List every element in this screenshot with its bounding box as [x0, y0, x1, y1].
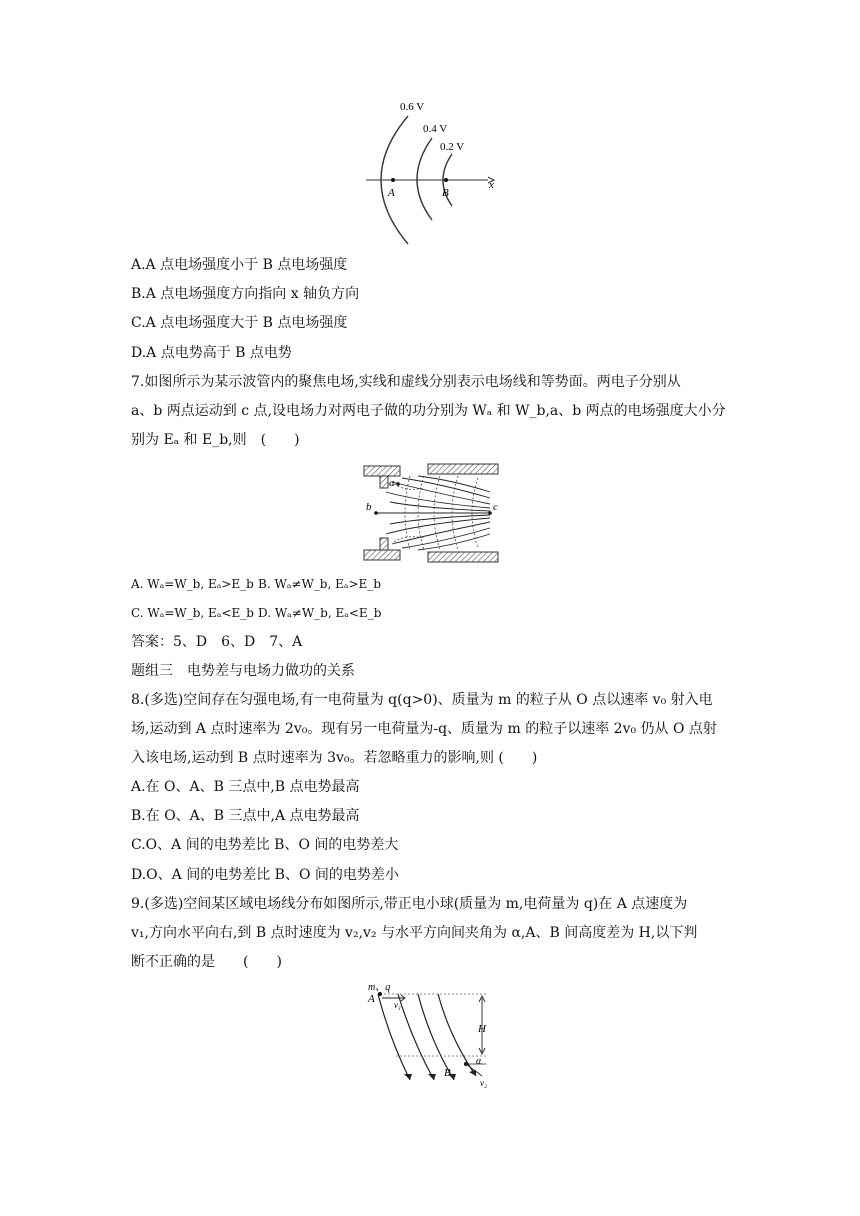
- q8-stem-line-2: 场,运动到 A 点时速率为 2v₀。现有另一电荷量为-q、质量为 m 的粒子以速率 2v₀ 仍从 O 点射: [131, 721, 717, 737]
- point-b: [444, 178, 448, 182]
- q9-stem-line-1: 9.(多选)空间某区域电场线分布如图所示,带正电小球(质量为 m,电荷量为 q)在 A 点速度为: [131, 896, 688, 912]
- section-heading: 题组三 电势差与电场力做功的关系: [131, 663, 355, 679]
- q6-option-c: C.A 点电场强度大于 B 点电场强度: [131, 315, 348, 331]
- q7-stem-line-2: a、b 两点运动到 c 点,设电场力对两电子做的功分别为 Wₐ 和 W_b,a、b 两点的电场强度大小分: [131, 403, 726, 419]
- q6-option-a: A.A 点电场强度小于 B 点电场强度: [131, 257, 348, 273]
- label-04v: 0.4 V: [423, 123, 448, 135]
- fig2-label-a: a: [389, 477, 395, 489]
- label-alpha: α: [476, 1056, 482, 1067]
- electrode-top-right: [428, 464, 498, 474]
- q7-stem-line-3: 别为 Eₐ 和 E_b,则 ( ): [131, 432, 300, 448]
- label-v1: v₁: [394, 1000, 402, 1010]
- electrode-bottom-right: [428, 552, 498, 562]
- q8-stem-line-3: 入该电场,运动到 B 点时速率为 3v₀。若忽略重力的影响,则 ( ): [131, 750, 538, 766]
- electrode-top-left: [364, 466, 400, 476]
- q6-option-d: D.A 点电势高于 B 点电势: [131, 345, 292, 361]
- q8-option-b: B.在 O、A、B 三点中,A 点电势最高: [131, 808, 360, 824]
- label-06v: 0.6 V: [400, 101, 425, 113]
- q8-option-c: C.O、A 间的电势差比 B、O 间的电势差大: [131, 837, 399, 853]
- q9-stem-line-3: 断不正确的是 ( ): [131, 954, 282, 970]
- electrode-bottom-left-lip: [380, 538, 388, 550]
- field-lines-ball-figure: [364, 980, 504, 1088]
- label-b-point: B: [444, 1067, 451, 1079]
- answer-line: 答案：5、D 6、D 7、A: [131, 634, 303, 650]
- q8-stem-line-1: 8.(多选)空间存在匀强电场,有一电荷量为 q(q>0)、质量为 m 的粒子从 O 点以速率 v₀ 射入电: [131, 692, 713, 708]
- q8-option-d: D.O、A 间的电势差比 B、O 间的电势差小: [131, 867, 399, 883]
- point-a: [391, 178, 395, 182]
- q8-option-a: A.在 O、A、B 三点中,B 点电势最高: [131, 779, 360, 795]
- q9-stem-line-2: v₁,方向水平向右,到 B 点时速度为 v₂,v₂ 与水平方向间夹角为 α,A、B 间高度差为 H,以下判: [131, 925, 698, 941]
- electrode-bottom-left: [364, 550, 400, 560]
- arc-04v: [417, 138, 432, 220]
- label-h: H: [478, 1023, 486, 1035]
- fig2-point-a: [396, 482, 400, 486]
- label-02v: 0.2 V: [440, 141, 465, 153]
- q7-option-d: D. Wₐ≠W_b, Eₐ<E_b: [258, 606, 382, 620]
- fig2-point-c: [488, 511, 492, 515]
- q6-option-b: B.A 点电场强度方向指向 x 轴负方向: [131, 286, 360, 302]
- electrode-top-left-lip: [380, 476, 388, 488]
- label-a: A: [388, 187, 395, 199]
- field-arrowheads: [404, 1070, 476, 1080]
- focusing-field-figure: [362, 462, 502, 564]
- fig2-label-c: c: [493, 501, 498, 513]
- label-v2: v₂: [480, 1078, 488, 1088]
- q7-stem-line-1: 7.如图所示为某示波管内的聚焦电场,实线和虚线分别表示电场线和等势面。两电子分别从: [131, 374, 681, 390]
- q7-option-a: A. Wₐ=W_b, Eₐ>E_b: [131, 577, 254, 591]
- label-a-point: A: [368, 993, 375, 1005]
- label-b: B: [442, 187, 449, 199]
- fig2-point-b: [374, 511, 378, 515]
- fig2-label-b: b: [366, 501, 372, 513]
- label-x: x: [489, 179, 494, 191]
- q7-option-c: C. Wₐ=W_b, Eₐ<E_b: [131, 606, 254, 620]
- label-mq: m、q: [368, 982, 391, 993]
- curved-field-lines: [378, 994, 476, 1080]
- q7-option-b: B. Wₐ≠W_b, Eₐ>E_b: [258, 577, 381, 591]
- equipotential-figure: [360, 96, 510, 248]
